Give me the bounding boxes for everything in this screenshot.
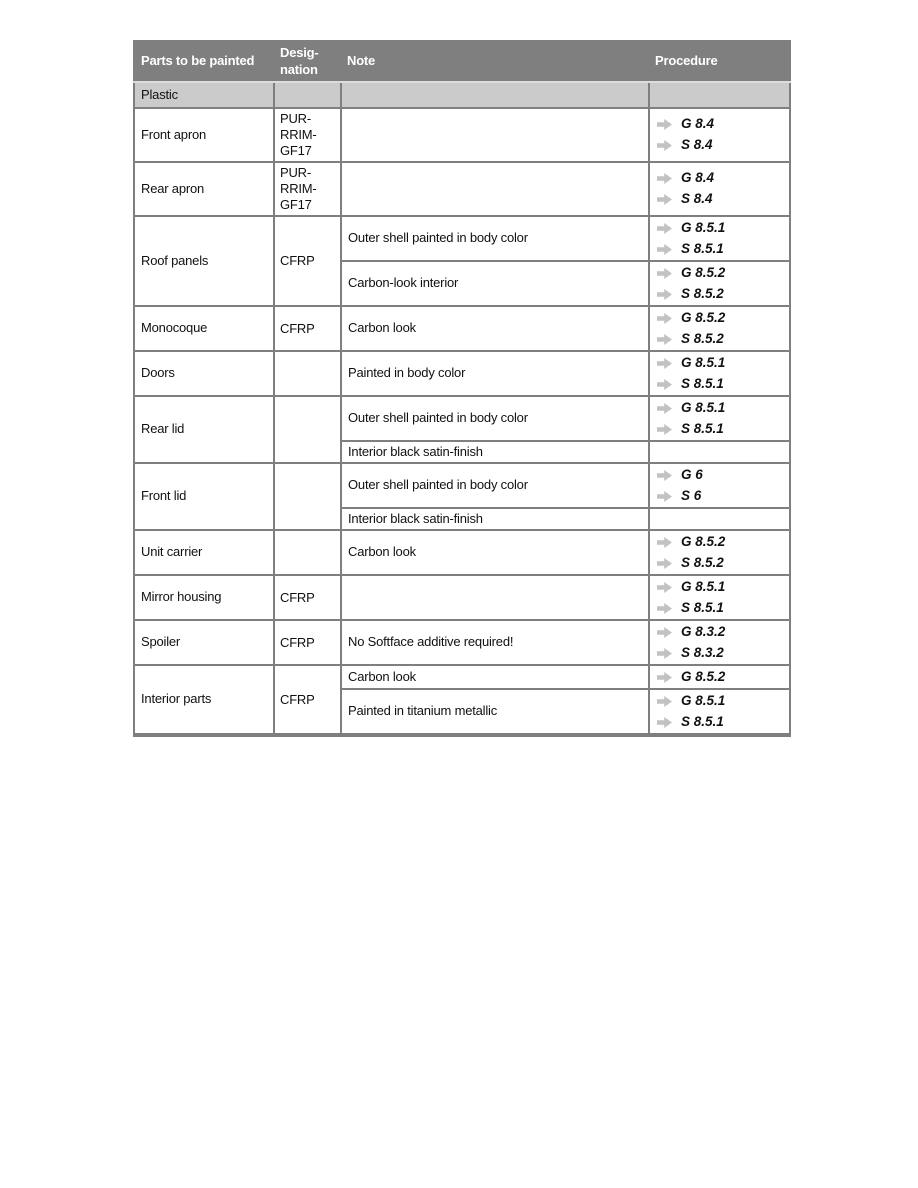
header-cell-note: Note xyxy=(341,41,649,82)
procedure-arrow-icon xyxy=(657,334,672,345)
procedure-arrow-icon xyxy=(657,379,672,390)
note-cell: Interior black satin-finish xyxy=(341,508,649,530)
procedure-arrow-icon xyxy=(657,140,672,151)
procedure-arrow-icon xyxy=(657,358,672,369)
procedure-cell xyxy=(649,620,790,665)
procedure-cell-empty xyxy=(649,508,790,530)
row-mirror-housing xyxy=(134,575,790,620)
procedure-link[interactable] xyxy=(652,284,787,304)
note-cell: Outer shell painted in body color xyxy=(341,463,649,508)
part-name-cell: Front apron xyxy=(134,108,274,162)
procedure-code: G 8.5.1 xyxy=(681,692,726,708)
procedure-code: G 8.3.2 xyxy=(681,623,726,639)
row-rear-lid xyxy=(134,396,790,441)
row-roof-panels xyxy=(134,216,790,261)
procedure-code: S 6 xyxy=(681,487,702,503)
procedure-arrow-icon xyxy=(657,648,672,659)
procedure-arrow-icon xyxy=(657,119,672,130)
procedure-arrow-icon xyxy=(657,558,672,569)
row-front-apron xyxy=(134,108,790,162)
procedure-link[interactable] xyxy=(652,598,787,618)
part-name-cell: Spoiler xyxy=(134,620,274,665)
procedure-cell xyxy=(649,261,790,306)
procedure-link[interactable] xyxy=(652,239,787,259)
note-cell: Carbon look xyxy=(341,530,649,575)
procedure-code: S 8.5.1 xyxy=(681,240,724,256)
header-cell-parts: Parts to be painted xyxy=(134,41,274,82)
header-cell-procedure: Procedure xyxy=(649,41,790,82)
part-name-cell: Rear lid xyxy=(134,396,274,463)
designation-cell: CFRP xyxy=(274,620,341,665)
part-name-cell: Doors xyxy=(134,351,274,396)
row-front-lid xyxy=(134,463,790,508)
part-name-cell: Roof panels xyxy=(134,216,274,306)
procedure-code: G 8.5.2 xyxy=(681,533,726,549)
procedure-link[interactable] xyxy=(652,398,787,418)
procedure-link[interactable] xyxy=(652,577,787,597)
procedure-arrow-icon xyxy=(657,537,672,548)
procedure-link[interactable] xyxy=(652,419,787,439)
procedure-cell xyxy=(649,665,790,689)
part-name-cell: Monocoque xyxy=(134,306,274,351)
section-cell-empty xyxy=(274,82,341,108)
note-cell: Painted in body color xyxy=(341,351,649,396)
parts-to-be-painted-table xyxy=(133,40,791,737)
designation-cell xyxy=(274,463,341,530)
designation-cell xyxy=(274,351,341,396)
procedure-arrow-icon xyxy=(657,717,672,728)
procedure-cell xyxy=(649,162,790,216)
row-unit-carrier xyxy=(134,530,790,575)
section-cell-empty xyxy=(649,82,790,108)
procedure-code: G 6 xyxy=(681,466,703,482)
procedure-link[interactable] xyxy=(652,553,787,573)
procedure-code: G 8.5.1 xyxy=(681,219,726,235)
designation-cell: PUR- RRIM- GF17 xyxy=(274,108,341,162)
procedure-link[interactable] xyxy=(652,532,787,552)
procedure-arrow-icon xyxy=(657,696,672,707)
header-cell-designation: Desig- nation xyxy=(274,41,341,82)
note-cell: No Softface additive required! xyxy=(341,620,649,665)
procedure-cell xyxy=(649,463,790,508)
procedure-arrow-icon xyxy=(657,244,672,255)
procedure-cell xyxy=(649,689,790,735)
procedure-link[interactable] xyxy=(652,667,787,687)
procedure-link[interactable] xyxy=(652,218,787,238)
procedure-arrow-icon xyxy=(657,194,672,205)
procedure-link[interactable] xyxy=(652,465,787,485)
section-row-plastic xyxy=(134,82,790,108)
procedure-arrow-icon xyxy=(657,672,672,683)
procedure-link[interactable] xyxy=(652,329,787,349)
note-cell: Carbon-look interior xyxy=(341,261,649,306)
designation-cell: CFRP xyxy=(274,575,341,620)
note-cell xyxy=(341,162,649,216)
note-cell: Outer shell painted in body color xyxy=(341,216,649,261)
table-header-row xyxy=(134,41,790,82)
procedure-code: S 8.5.2 xyxy=(681,554,724,570)
procedure-arrow-icon xyxy=(657,582,672,593)
procedure-arrow-icon xyxy=(657,268,672,279)
note-cell: Carbon look xyxy=(341,665,649,689)
procedure-link[interactable] xyxy=(652,136,787,156)
procedure-code: G 8.4 xyxy=(681,116,715,132)
procedure-cell-empty xyxy=(649,441,790,463)
procedure-code: S 8.5.1 xyxy=(681,420,724,436)
procedure-arrow-icon xyxy=(657,424,672,435)
procedure-link[interactable] xyxy=(652,712,787,732)
part-name-cell: Interior parts xyxy=(134,665,274,735)
procedure-link[interactable] xyxy=(652,263,787,283)
procedure-link[interactable] xyxy=(652,374,787,394)
procedure-arrow-icon xyxy=(657,173,672,184)
part-name-cell: Rear apron xyxy=(134,162,274,216)
procedure-arrow-icon xyxy=(657,223,672,234)
procedure-code: G 8.5.2 xyxy=(681,309,726,325)
procedure-code: G 8.5.1 xyxy=(681,578,726,594)
note-cell xyxy=(341,575,649,620)
procedure-cell xyxy=(649,108,790,162)
designation-cell xyxy=(274,396,341,463)
procedure-link[interactable] xyxy=(652,308,787,328)
row-monocoque xyxy=(134,306,790,351)
procedure-code: S 8.5.1 xyxy=(681,375,724,391)
procedure-cell xyxy=(649,351,790,396)
procedure-cell xyxy=(649,306,790,351)
section-cell-empty xyxy=(341,82,649,108)
note-cell: Carbon look xyxy=(341,306,649,351)
procedure-arrow-icon xyxy=(657,403,672,414)
designation-cell xyxy=(274,530,341,575)
procedure-cell xyxy=(649,216,790,261)
note-cell: Painted in titanium metallic xyxy=(341,689,649,735)
procedure-link[interactable] xyxy=(652,353,787,373)
procedure-arrow-icon xyxy=(657,491,672,502)
procedure-code: S 8.5.1 xyxy=(681,713,724,729)
procedure-arrow-icon xyxy=(657,289,672,300)
section-label: Plastic xyxy=(134,82,274,108)
part-name-cell: Front lid xyxy=(134,463,274,530)
row-doors xyxy=(134,351,790,396)
procedure-code: G 8.5.1 xyxy=(681,354,726,370)
designation-cell: CFRP xyxy=(274,306,341,351)
row-spoiler xyxy=(134,620,790,665)
row-interior-parts xyxy=(134,665,790,689)
procedure-link[interactable] xyxy=(652,643,787,663)
procedure-code: S 8.4 xyxy=(681,191,713,207)
procedure-cell xyxy=(649,575,790,620)
procedure-arrow-icon xyxy=(657,627,672,638)
procedure-code: S 8.3.2 xyxy=(681,644,724,660)
procedure-link[interactable] xyxy=(652,691,787,711)
part-name-cell: Unit carrier xyxy=(134,530,274,575)
procedure-code: G 8.5.1 xyxy=(681,399,726,415)
row-rear-apron xyxy=(134,162,790,216)
procedure-cell xyxy=(649,396,790,441)
procedure-arrow-icon xyxy=(657,470,672,481)
procedure-code: G 8.4 xyxy=(681,170,715,186)
procedure-link[interactable] xyxy=(652,190,787,210)
procedure-code: S 8.5.2 xyxy=(681,330,724,346)
designation-cell: CFRP xyxy=(274,665,341,735)
procedure-link[interactable] xyxy=(652,486,787,506)
designation-cell: CFRP xyxy=(274,216,341,306)
procedure-code: S 8.5.2 xyxy=(681,285,724,301)
note-cell: Outer shell painted in body color xyxy=(341,396,649,441)
procedure-arrow-icon xyxy=(657,313,672,324)
note-cell: Interior black satin-finish xyxy=(341,441,649,463)
procedure-link[interactable] xyxy=(652,169,787,189)
note-cell xyxy=(341,108,649,162)
designation-cell: PUR- RRIM- GF17 xyxy=(274,162,341,216)
procedure-link[interactable] xyxy=(652,115,787,135)
procedure-code: S 8.5.1 xyxy=(681,599,724,615)
part-name-cell: Mirror housing xyxy=(134,575,274,620)
procedure-cell xyxy=(649,530,790,575)
procedure-link[interactable] xyxy=(652,622,787,642)
procedure-code: S 8.4 xyxy=(681,137,713,153)
procedure-code: G 8.5.2 xyxy=(681,264,726,280)
procedure-arrow-icon xyxy=(657,603,672,614)
procedure-code: G 8.5.2 xyxy=(681,668,726,684)
